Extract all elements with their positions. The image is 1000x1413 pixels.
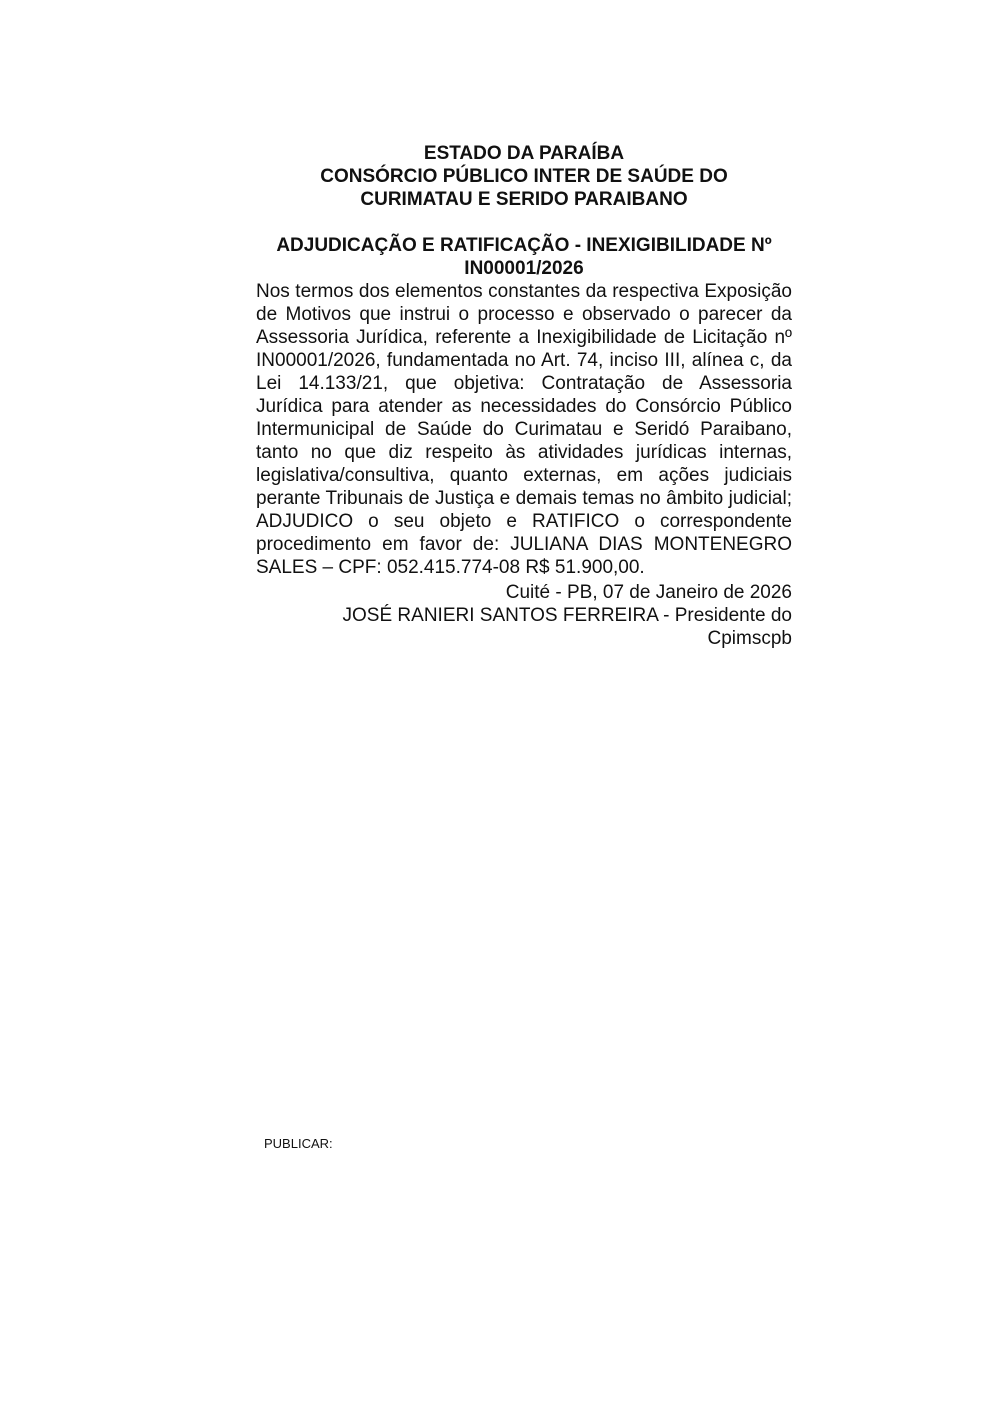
signer-line-2: Cpimscpb — [707, 628, 792, 649]
document-title — [256, 235, 792, 280]
header-region: CURIMATAU E SERIDO PARAIBANO — [360, 189, 688, 210]
title-line-1: ADJUDICAÇÃO E RATIFICAÇÃO - INEXIGIBILIDADE Nº — [276, 235, 772, 256]
signer-line-1: JOSÉ RANIERI SANTOS FERREIRA - Presidente do — [342, 605, 792, 626]
title-line-2: IN00001/2026 — [464, 257, 584, 279]
document-header — [256, 142, 792, 211]
document-page — [256, 142, 792, 650]
header-consortium: CONSÓRCIO PÚBLICO INTER DE SAÚDE DO — [320, 166, 728, 187]
document-body: Nos termos dos elementos constantes da respectiva Exposição de Motivos que instrui o processo e observado o parecer da Assessoria Jurídica, referente a Inexigibilidade de Licitação nº IN00001/2026, fundamentada no Art. 74, inciso III, alínea c, da Lei 14.133/21, que objetiva: Contratação de Assessoria Jurídica para atender as necessidades do Consórcio Público Intermunicipal de Saúde do Curimatau e Seridó Paraibano, tanto no que diz respeito às atividades jurídicas internas, legislativa/consultiva, quanto externas, em ações judiciais perante Tribunais de Justiça e demais temas no âmbito judicial; ADJUDICO o seu objeto e RATIFICO o correspondente procedimento em favor de: JULIANA DIAS MONTENEGRO SALES – CPF: 052.415.774-08 R$ 51.900,00. — [256, 281, 792, 578]
publish-label: PUBLICAR: — [264, 1136, 333, 1151]
header-state: ESTADO DA PARAÍBA — [423, 143, 625, 164]
place-date: Cuité - PB, 07 de Janeiro de 2026 — [505, 582, 792, 603]
